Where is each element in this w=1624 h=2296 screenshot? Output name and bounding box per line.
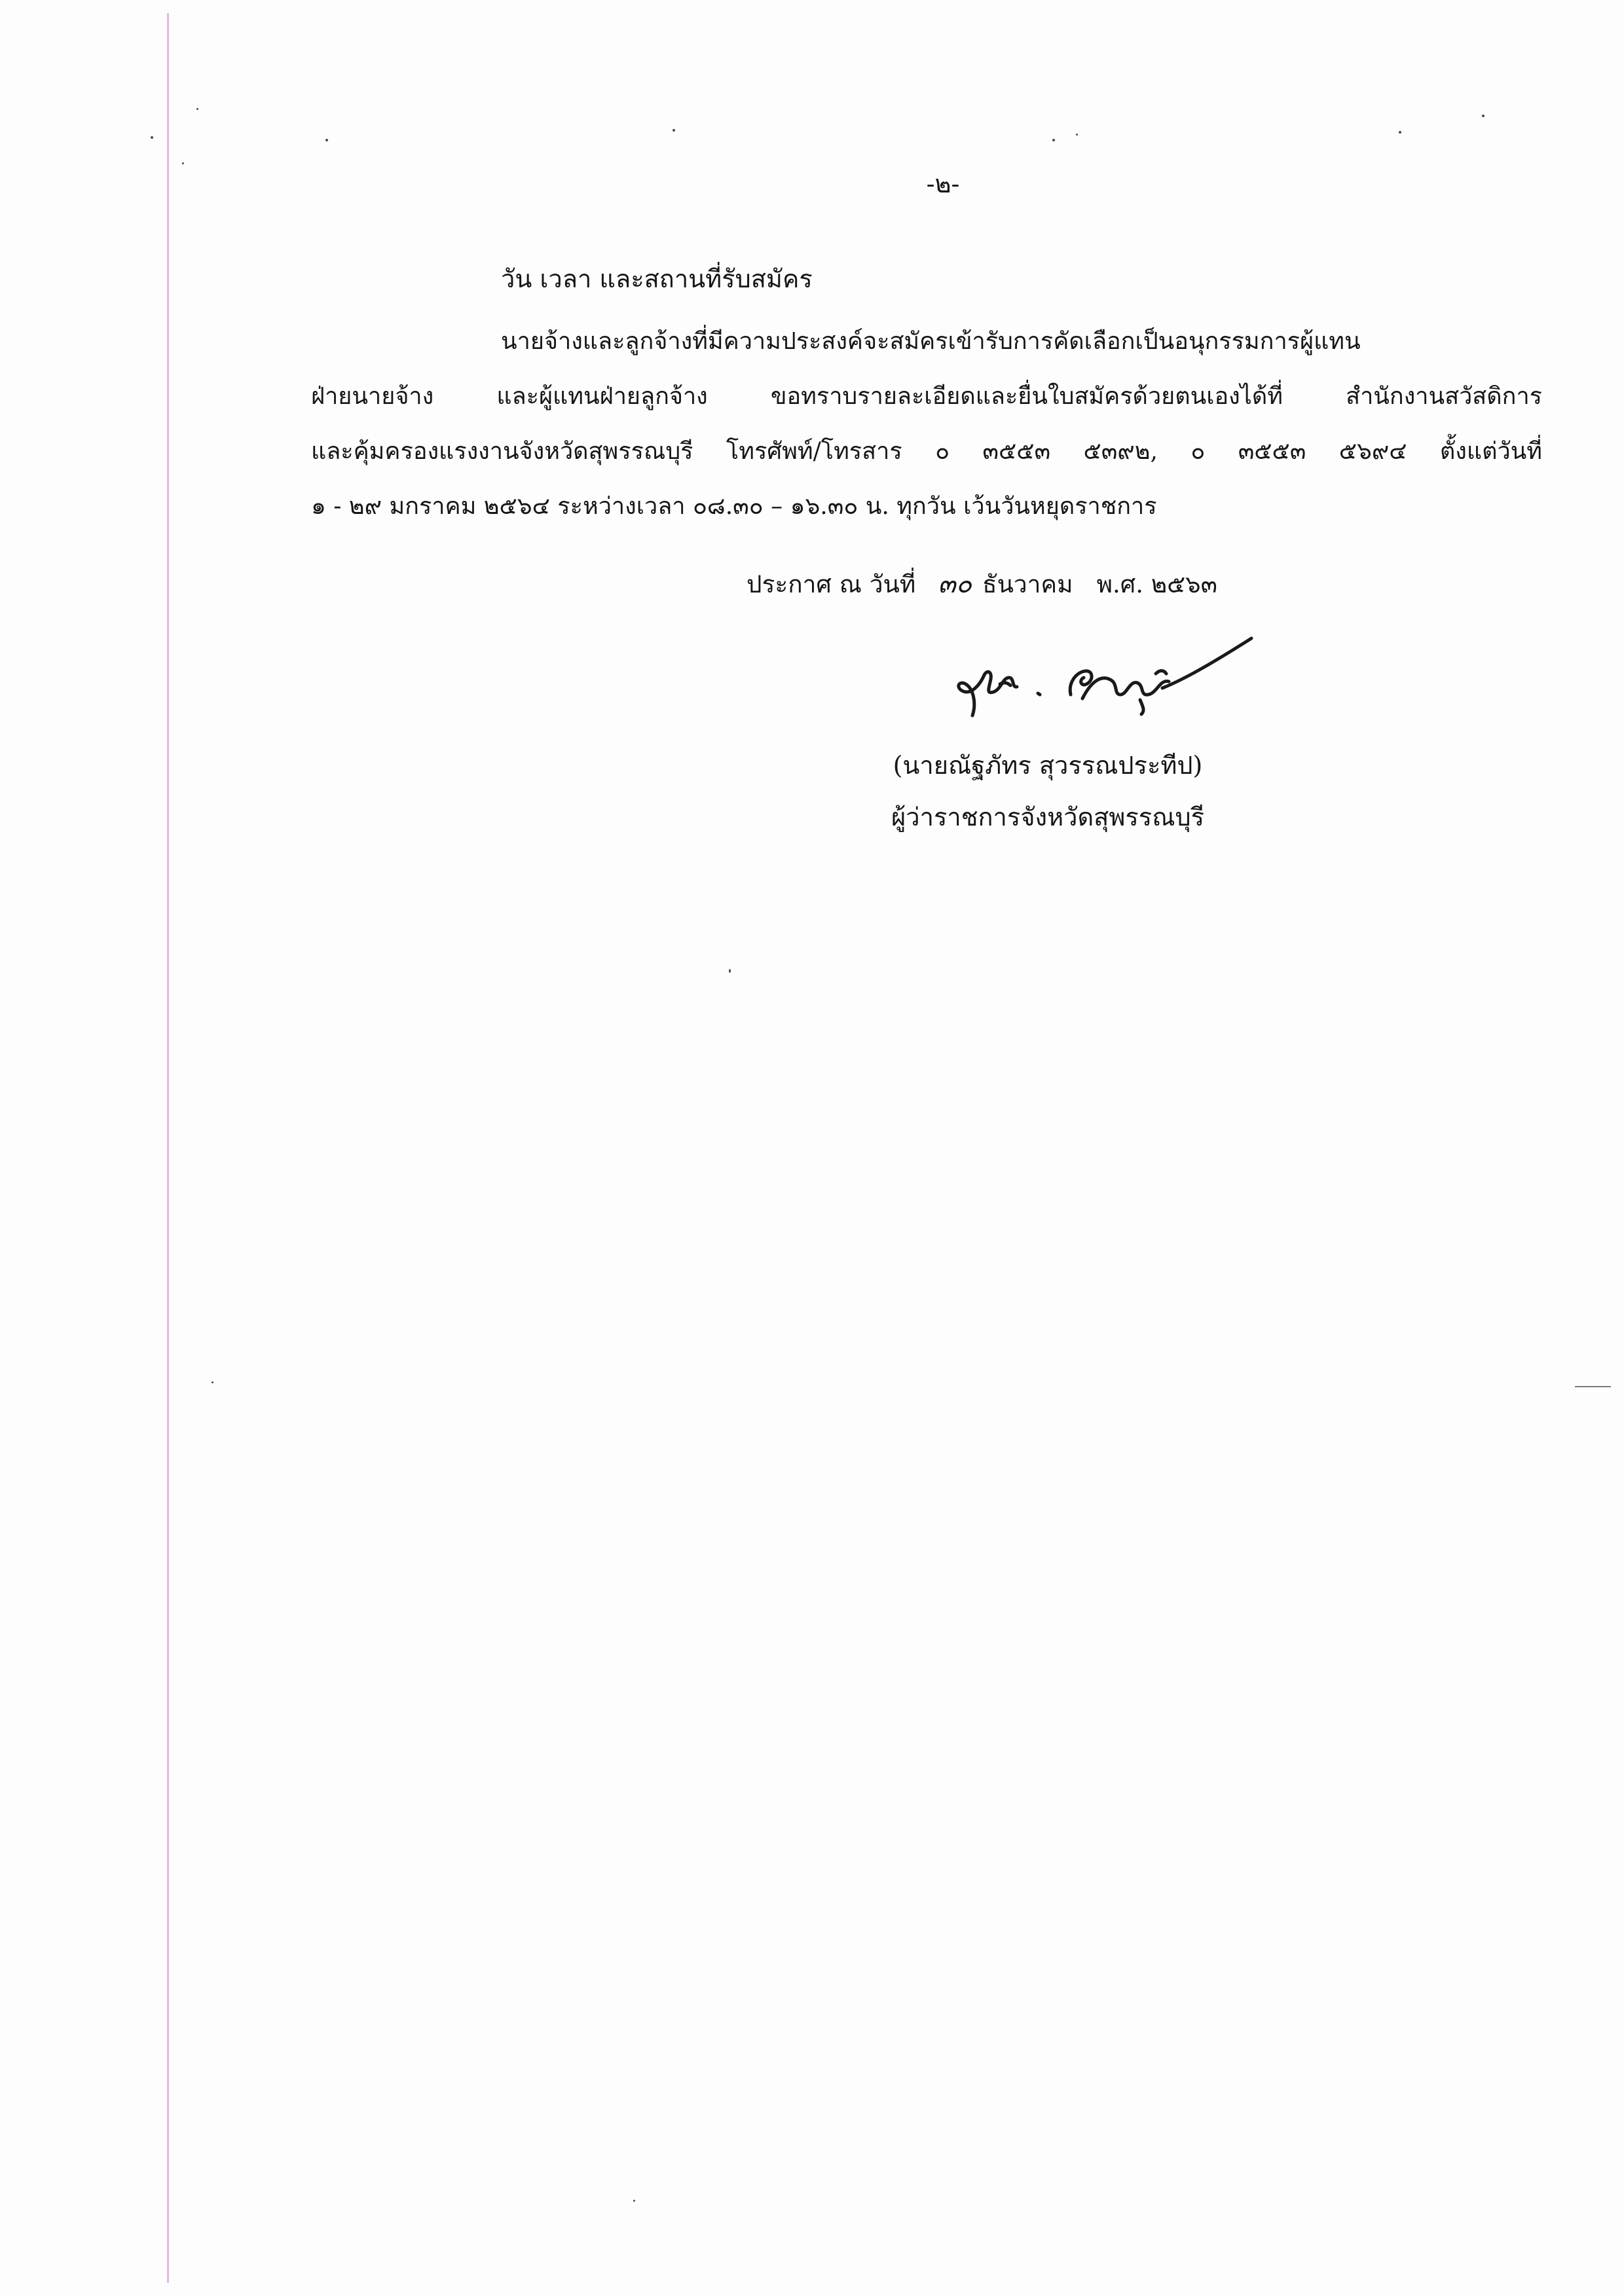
announcement-date — [747, 568, 1217, 600]
signatory-title: ผู้ว่าราชการจังหวัดสุพรรณบุรี — [891, 803, 1204, 831]
scan-speck — [1399, 131, 1401, 134]
paragraph-line: นายจ้างและลูกจ้างที่มีความประสงค์จะสมัครเข้ารับการคัดเลือกเป็นอนุกรรมการผู้แทน — [501, 328, 1361, 355]
paragraph-line: ๑ - ๒๙ มกราคม ๒๕๖๔ ระหว่างเวลา ๐๘.๓๐ – ๑๖.๓๐ น. ทุกวัน เว้นวันหยุดราชการ — [311, 493, 1157, 520]
margin-line — [167, 13, 169, 2283]
page-number: -๒- — [926, 170, 960, 198]
scan-speck — [151, 136, 153, 139]
scan-speck — [1052, 139, 1055, 141]
scan-speck — [212, 1381, 213, 1383]
paragraph-line: ฝ่ายนายจ้าง และผู้แทนฝ่ายลูกจ้าง ขอทราบรายละเอียดและยื่นใบสมัครด้วยตนเองได้ที่ สำนักงานสวัสดิการ — [311, 383, 1542, 410]
scan-mark — [1575, 1386, 1611, 1387]
scan-speck — [729, 969, 731, 973]
scan-speck — [633, 2200, 635, 2202]
scan-speck — [196, 108, 198, 110]
scan-speck — [1482, 115, 1485, 117]
scan-speck — [182, 162, 184, 164]
body-paragraph — [311, 314, 1542, 534]
date-year: พ.ศ. ๒๕๖๓ — [1096, 570, 1217, 598]
date-day-handwritten: ๓๐ — [938, 569, 972, 599]
scan-speck — [325, 139, 328, 141]
scan-speck — [1076, 134, 1078, 136]
handwritten-signature — [946, 632, 1254, 723]
scan-speck — [673, 129, 675, 132]
paragraph-line: และคุ้มครองแรงงานจังหวัดสุพรรณบุรี โทรศัพท์/โทรสาร ๐ ๓๕๕๓ ๕๓๙๒, ๐ ๓๕๕๓ ๕๖๙๔ ตั้งแต่วันที่ — [311, 438, 1542, 465]
date-month: ธันวาคม — [982, 570, 1073, 598]
section-heading: วัน เวลา และสถานที่รับสมัคร — [501, 264, 813, 293]
signatory-name: (นายณัฐภัทร สุวรรณประทีป) — [893, 751, 1203, 780]
date-prefix: ประกาศ ณ วันที่ — [747, 570, 916, 598]
